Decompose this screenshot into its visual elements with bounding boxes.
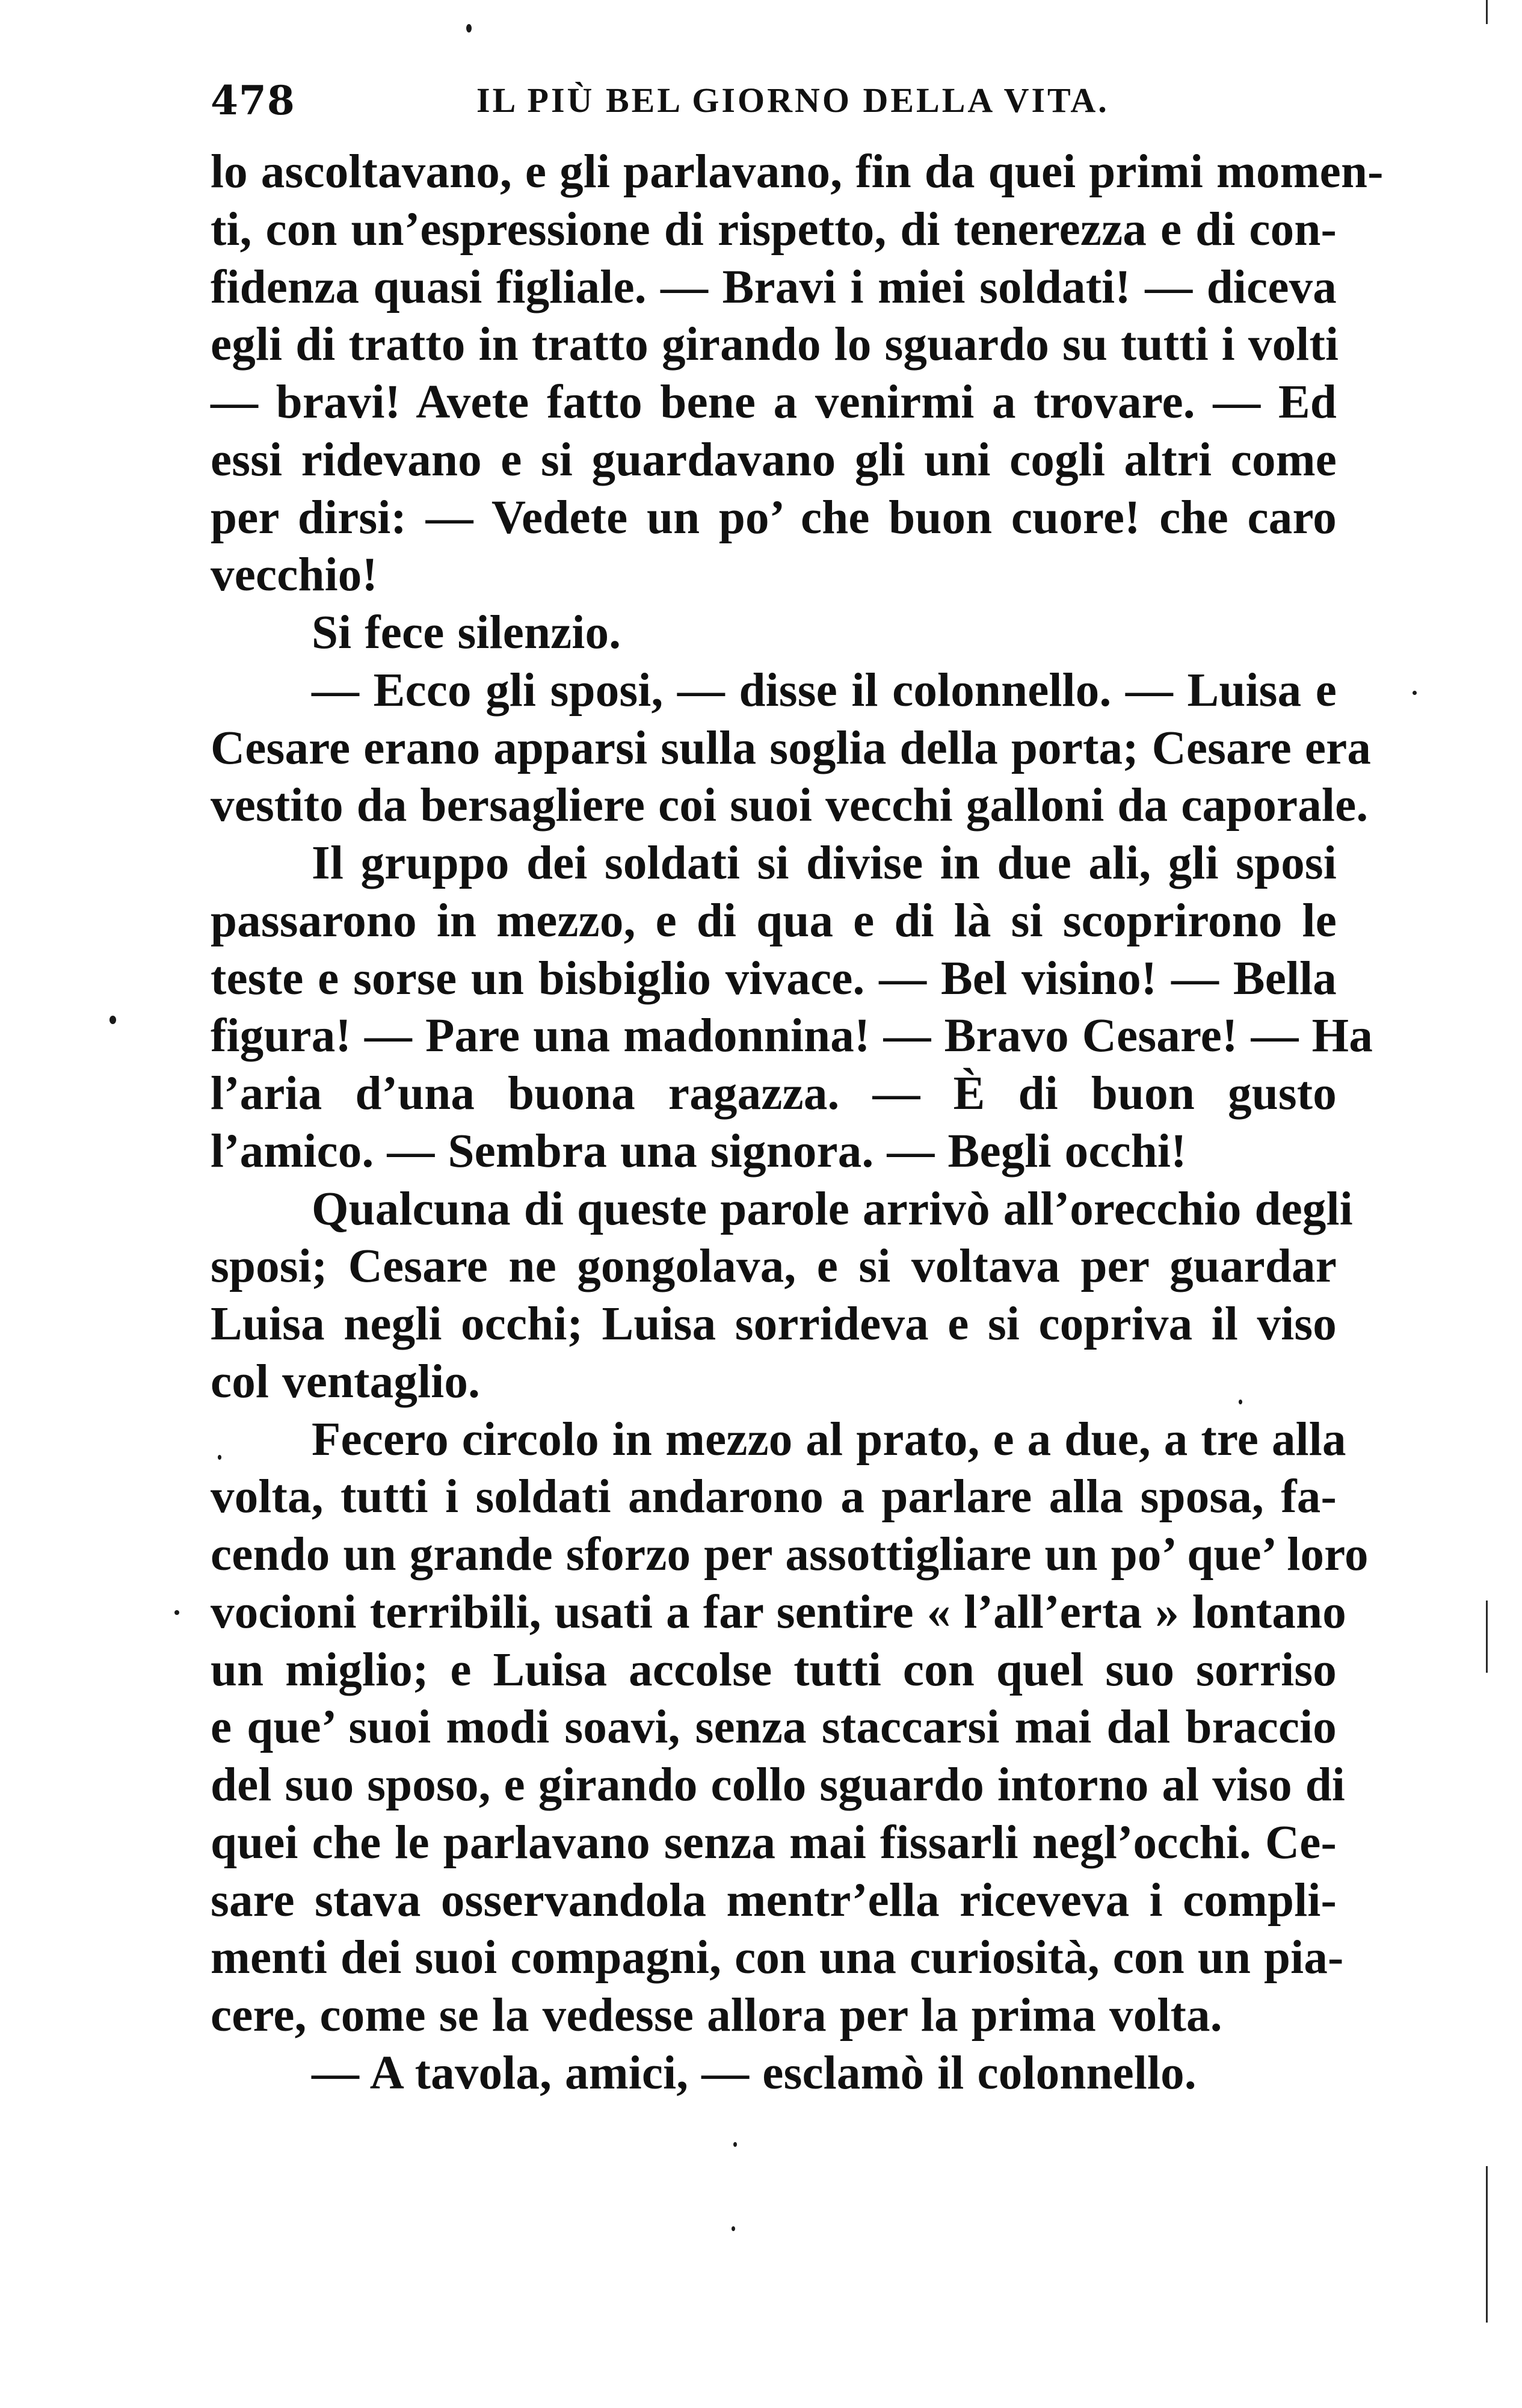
paragraph — [211, 143, 1384, 604]
text-line: per dirsi: — Vedete un po’ che buon cuore! che caro — [211, 491, 1337, 544]
text-line: l’amico. — Sembra una signora. — Begli occhi! — [211, 1125, 1187, 1178]
text-line: col ventaglio. — [211, 1355, 481, 1408]
text-line: Si fece silenzio. — [312, 607, 621, 659]
paragraph — [211, 1181, 1353, 1411]
text-line: essi ridevano e si guardavano gli uni cogli altri come — [211, 433, 1337, 486]
text-line: Luisa negli occhi; Luisa sorrideva e si copriva il viso — [211, 1298, 1337, 1350]
text-line: Qualcuna di queste parole arrivò all’orecchio degli — [312, 1182, 1353, 1235]
text-line: l’aria d’una buona ragazza. — È di buon gusto — [211, 1067, 1337, 1120]
text-line: cere, come se la vedesse allora per la prima volta. — [211, 1989, 1222, 2042]
text-line: Fecero circolo in mezzo al prato, e a due, a tre alla — [312, 1413, 1346, 1466]
paragraph — [211, 1411, 1369, 2045]
text-line: figura! — Pare una madonnina! — Bravo Cesare! — Ha — [211, 1010, 1373, 1063]
scan-edge-line — [1486, 1601, 1488, 1673]
text-line: vocioni terribili, usati a far sentire « l’all’erta » lontano — [211, 1585, 1346, 1638]
text-line: fidenza quasi figliale. — Bravi i miei soldati! — diceva — [211, 261, 1337, 313]
ink-speck — [1413, 691, 1417, 695]
scan-edge-line — [1486, 0, 1488, 24]
text-line: teste e sorse un bisbiglio vivace. — Bel visino! — Bella — [211, 952, 1337, 1005]
ink-speck — [174, 1610, 179, 1615]
page-number: 478 — [211, 77, 295, 124]
text-line: volta, tutti i soldati andarono a parlare alla sposa, fa- — [211, 1471, 1337, 1524]
text-line: vestito da bersagliere coi suoi vecchi galloni da caporale. — [211, 779, 1369, 832]
text-line: ti, con un’espressione di rispetto, di tenerezza e di con- — [211, 203, 1337, 256]
ink-speck — [733, 2142, 737, 2147]
text-line: menti dei suoi compagni, con una curiosità, con un pia- — [211, 1931, 1344, 1984]
text-line: cendo un grande sforzo per assottigliare un po’ que’ loro — [211, 1528, 1369, 1581]
ink-speck — [732, 2226, 735, 2231]
text-line: sposi; Cesare ne gongolava, e si voltava per guardar — [211, 1240, 1337, 1293]
paragraph — [211, 835, 1373, 1181]
running-title: IL PIÙ BEL GIORNO DELLA VITA. — [476, 81, 1109, 120]
text-line: e que’ suoi modi soavi, senza staccarsi mai dal braccio — [211, 1701, 1337, 1754]
text-line: del suo sposo, e girando collo sguardo intorno al viso di — [211, 1759, 1346, 1811]
text-line: — bravi! Avete fatto bene a venirmi a trovare. — Ed — [211, 376, 1337, 428]
text-line: — A tavola, amici, — esclamò il colonnello. — [312, 2046, 1197, 2099]
paragraph — [211, 604, 1337, 662]
paragraph — [211, 662, 1372, 835]
text-line: sare stava osservandola mentr’ella riceveva i compli- — [211, 1874, 1337, 1927]
ink-speck — [109, 1016, 116, 1024]
text-line: passarono in mezzo, e di qua e di là si scoprirono le — [211, 894, 1337, 947]
text-line: lo ascoltavano, e gli parlavano, fin da quei primi momen- — [211, 146, 1384, 198]
text-line: Il gruppo dei soldati si divise in due ali, gli sposi — [312, 837, 1337, 889]
paragraph — [211, 2045, 1337, 2102]
ink-speck — [466, 24, 472, 32]
body-text — [211, 143, 1384, 2102]
page-header — [211, 73, 1329, 128]
text-line: quei che le parlavano senza mai fissarli negl’occhi. Ce- — [211, 1816, 1337, 1869]
text-line: un miglio; e Luisa accolse tutti con quel suo sorriso — [211, 1643, 1337, 1696]
text-line: egli di tratto in tratto girando lo sguardo su tutti i volti — [211, 318, 1339, 371]
scan-edge-line — [1486, 2166, 1488, 2323]
text-line: Cesare erano apparsi sulla soglia della porta; Cesare era — [211, 721, 1372, 774]
text-line: — Ecco gli sposi, — disse il colonnello. — Luisa e — [312, 664, 1337, 717]
text-line: vecchio! — [211, 549, 378, 602]
